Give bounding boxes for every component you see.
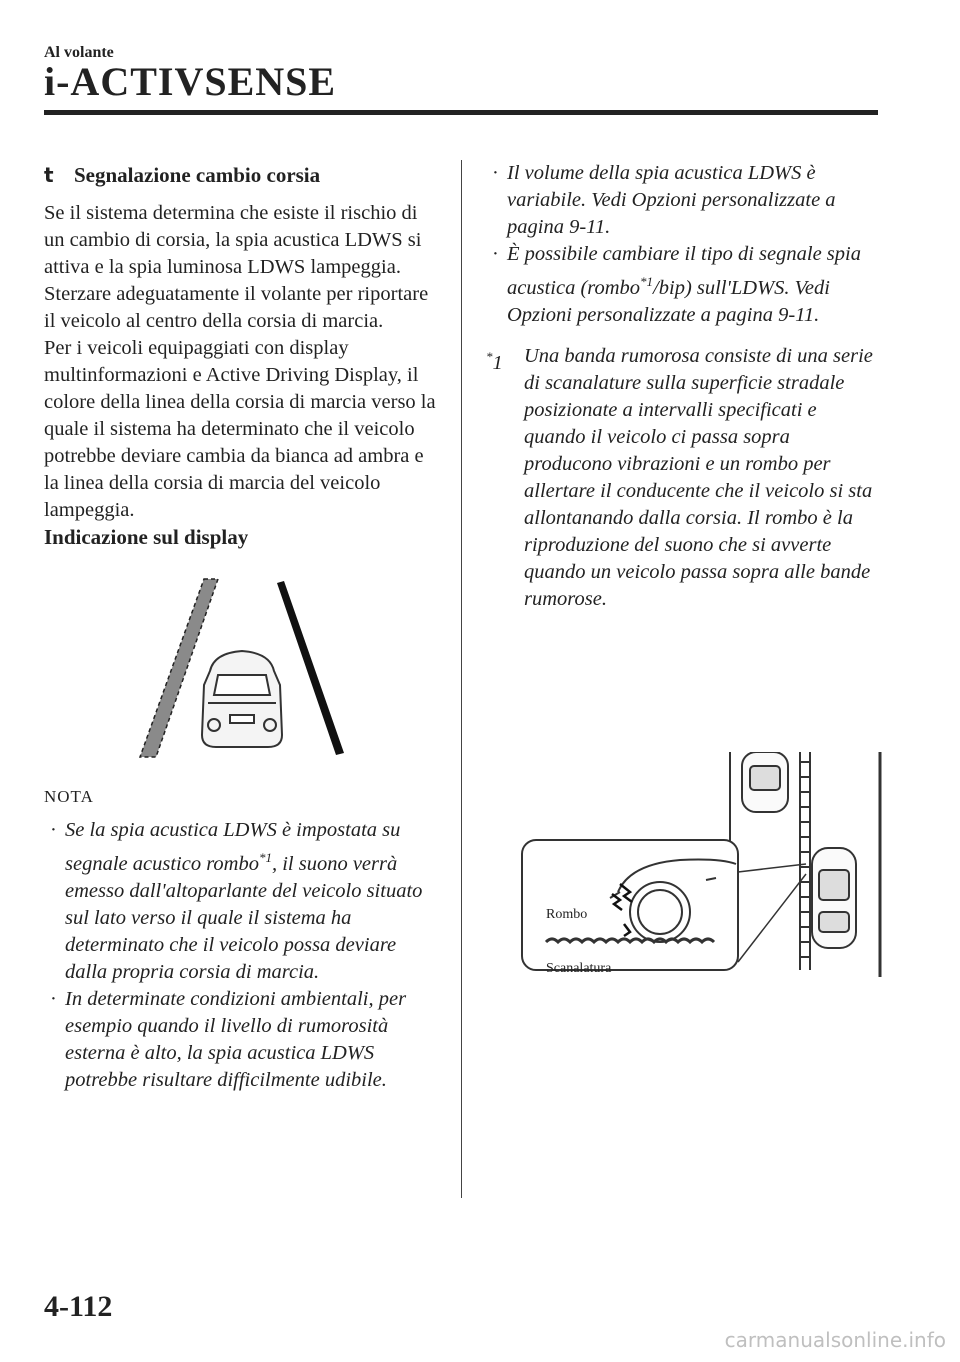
footnote-ref: *1	[640, 274, 654, 289]
footnote-text: Una banda rumorosa consiste di una serie di scanalature sulla superficie stradale posizionate a intervalli specificati e quando il veicolo ci passa sopra producono vibrazioni e un rombo per allertare il conducente che il veicolo si sta allontanando dalla corsia. Il rombo è la riproduzione del suono che si avverte quando un veicolo passa sopra alle bande rumorose.	[524, 344, 873, 610]
label-rombo: Rombo	[546, 907, 588, 922]
notes-list-left	[44, 817, 440, 1094]
car-top-icon	[742, 752, 788, 812]
note-text: Se la spia acustica LDWS è impostata su segnale acustico rombo	[65, 819, 401, 875]
section-title: Segnalazione cambio corsia	[74, 163, 321, 187]
note-text: È possibile cambiare il tipo di segnale spia acustica (rombo	[507, 243, 861, 299]
footnote-mark: *1	[486, 348, 503, 374]
header-rule	[44, 110, 878, 115]
car-rear-icon	[202, 651, 282, 747]
left-column	[44, 160, 440, 1094]
display-heading: Indicazione sul display	[44, 525, 249, 549]
list-item	[44, 817, 440, 986]
nota-label: NOTA	[44, 787, 94, 806]
section-marker-icon: t	[44, 163, 54, 187]
header-section: Al volante	[44, 44, 114, 61]
footnote	[486, 343, 880, 613]
note-text: Il volume della spia acustica LDWS è variabile. Vedi Opzioni personalizzate a pagina 9-11.	[507, 162, 836, 238]
page-number: 4-112	[44, 1290, 113, 1323]
notes-list-right	[486, 160, 880, 329]
note-text: , il suono verrà emesso dall'altoparlante del veicolo situato sul lato verso il quale il sistema ha determinato che il veicolo possa deviare dalla propria corsia di marcia.	[65, 852, 423, 983]
rumble-strip-icon	[800, 752, 810, 970]
page-title: i-ACTIVSENSE	[44, 59, 337, 104]
list-item	[486, 241, 880, 329]
footnote-ref: *1	[258, 850, 272, 865]
list-item	[44, 986, 440, 1094]
car-drifting-icon	[812, 848, 856, 948]
column-divider	[461, 160, 462, 1198]
right-column	[486, 160, 880, 613]
watermark: carmanualsonline.info	[724, 1328, 946, 1352]
label-scanalatura: Scanalatura	[546, 961, 612, 976]
right-lane-line-icon	[277, 581, 344, 755]
note-text: In determinate condizioni ambientali, per esempio quando il livello di rumorosità esterna è alto, la spia acustica LDWS potrebbe risultare difficilmente udibile.	[65, 987, 407, 1091]
lane-display-figure	[122, 575, 352, 765]
paragraph-2: Per i veicoli equipaggiati con display multinformazioni e Active Driving Display, il colore della linea della corsia di marcia verso la quale il sistema ha determinato che il veicolo potrebbe deviare cambia da bianca ad ambra e la linea della corsia di marcia del veicolo lampeggia.	[44, 337, 436, 521]
note-text: /bip) sull'LDWS. Vedi Opzioni personalizzate a pagina 9-11.	[507, 276, 830, 326]
list-item	[486, 160, 880, 241]
rumble-strip-figure	[520, 752, 890, 977]
paragraph-1: Se il sistema determina che esiste il rischio di un cambio di corsia, la spia acustica LDWS si attiva e la spia luminosa LDWS lampeggia. Sterzare adeguatamente il volante per riportare il veicolo al centro della corsia di marcia.	[44, 202, 429, 332]
section-heading	[44, 160, 440, 190]
